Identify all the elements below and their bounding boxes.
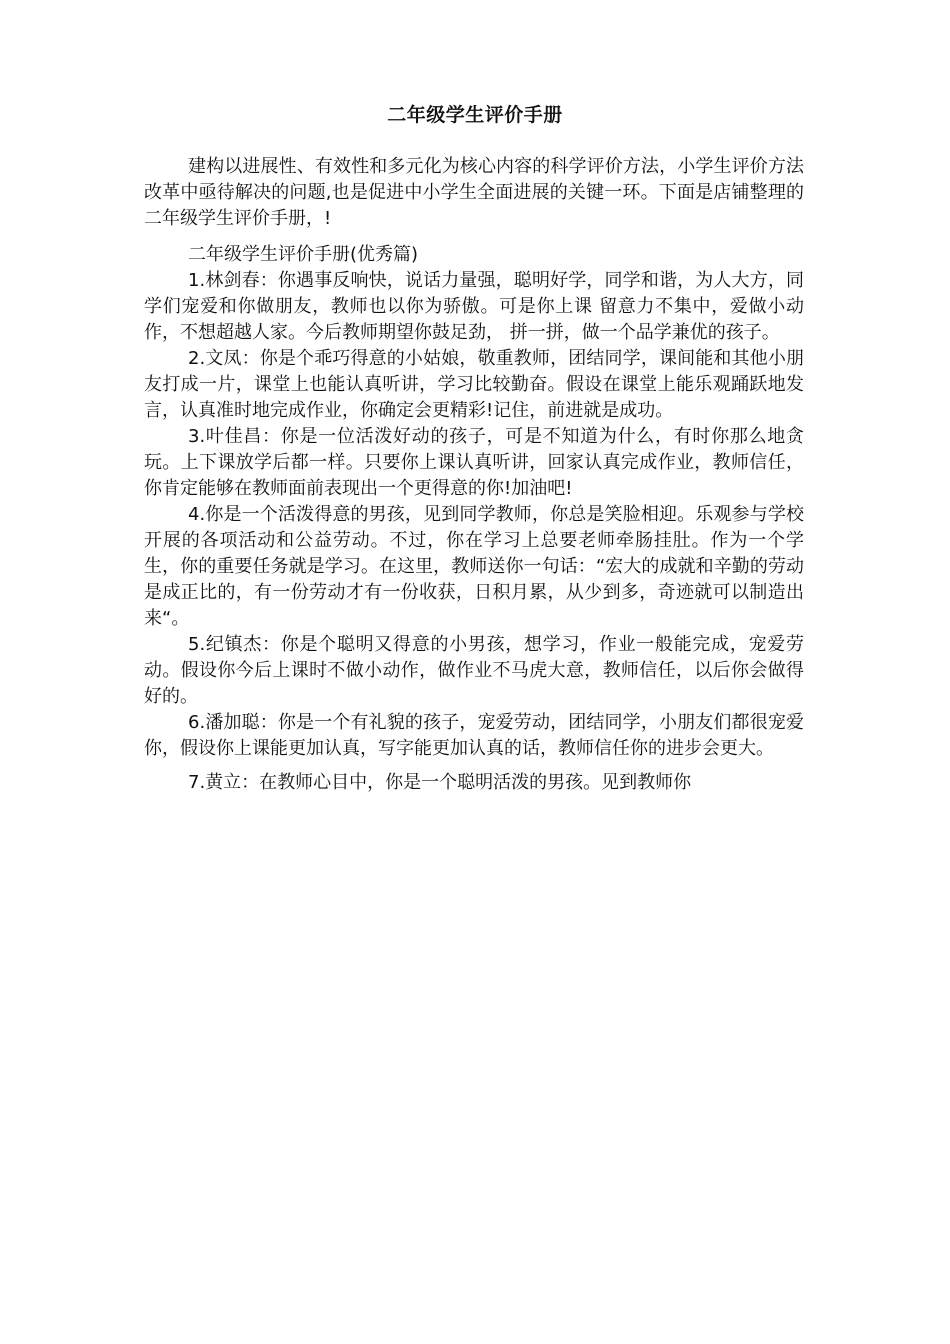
comment-paragraph-4: 4.你是一个活泼得意的男孩，见到同学教师，你总是笑脸相迎。乐观参与学校开展的各项活动和公益劳动。不过，你在学习上总要老师牵肠挂肚。作为一个学生，你的重要任务就是学习。在这里，教师送你一句话：“宏大的成就和辛勤的劳动是成正比的，有一份劳动才有一份收获，日积月累，从少到多，奇迹就可以制造出来“。 — [144, 504, 804, 629]
comment-paragraph-1: 1.林剑春：你遇事反响快，说话力量强，聪明好学，同学和谐，为人大方，同学们宠爱和你做朋友，教师也以你为骄傲。可是你上课 留意力不集中，爱做小动作，不想超越人家。今后教师期望你鼓足劲， 拼一拼，做一个品学兼优的孩子。 — [144, 270, 804, 343]
comment-paragraph-5: 5.纪镇杰：你是个聪明又得意的小男孩，想学习，作业一般能完成，宠爱劳动。假设你今后上课时不做小动作，做作业不马虎大意，教师信任，以后你会做得好的。 — [144, 634, 804, 707]
document-title: 二年级学生评价手册 — [387, 104, 563, 126]
comment-paragraph-6: 6.潘加聪：你是一个有礼貌的孩子，宠爱劳动，团结同学，小朋友们都很宠爱你，假设你上课能更加认真，写字能更加认真的话，教师信任你的进步会更大。 — [144, 712, 804, 759]
comment-paragraph-3: 3.叶佳昌：你是一位活泼好动的孩子，可是不知道为什么，有时你那么地贪玩。上下课放学后都一样。只要你上课认真听讲，回家认真完成作业，教师信任，你肯定能够在教师面前表现出一个更得意的你!加油吧! — [144, 426, 804, 499]
intro-paragraph: 建构以进展性、有效性和多元化为核心内容的科学评价方法，小学生评价方法改革中亟待解决的问题,也是促进中小学生全面进展的关键一环。下面是店铺整理的二年级学生评价手册，! — [144, 156, 804, 229]
document-body — [144, 154, 804, 796]
comment-paragraph-2: 2.文凤：你是个乖巧得意的小姑娘，敬重教师，团结同学，课间能和其他小朋友打成一片，课堂上也能认真听讲，学习比较勤奋。假设在课堂上能乐观踊跃地发言，认真准时地完成作业，你确定会更精彩!记住，前进就是成功。 — [144, 348, 804, 421]
comment-paragraph-7: 7.黄立：在教师心目中，你是一个聪明活泼的男孩。见到教师你 — [188, 772, 692, 793]
section-heading: 二年级学生评价手册(优秀篇) — [188, 244, 419, 265]
